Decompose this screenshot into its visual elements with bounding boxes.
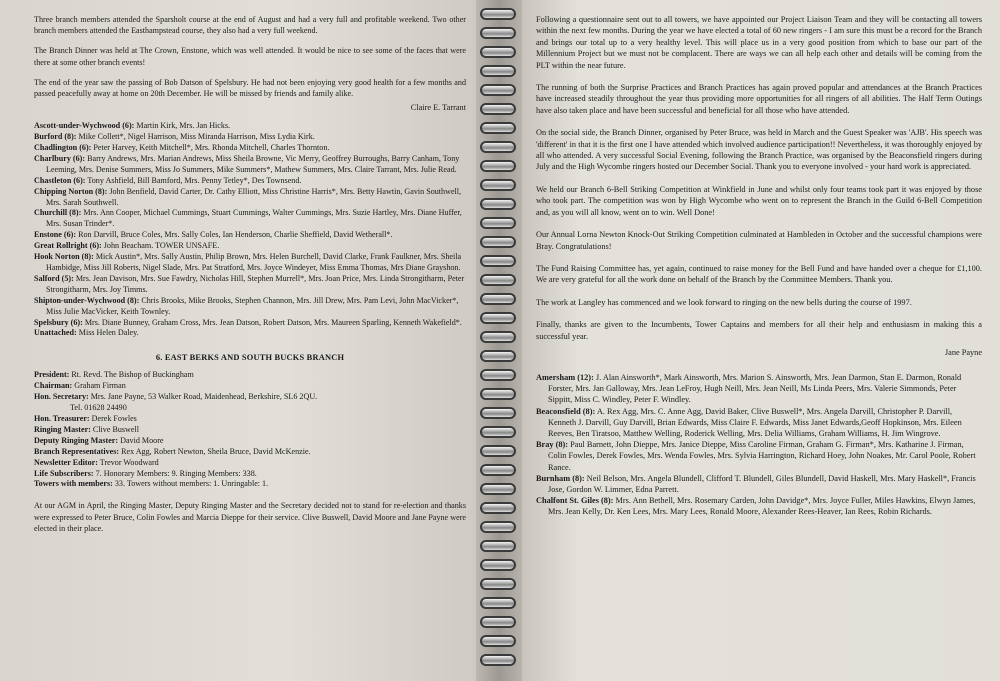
officer-value: Tel. 01628 24490 xyxy=(70,403,127,413)
ring-icon xyxy=(480,122,518,136)
tower-name: Amersham (12): xyxy=(536,372,594,382)
tower-entry xyxy=(34,208,466,230)
tower-entry xyxy=(34,121,466,132)
tower-entry xyxy=(34,318,466,329)
left-page xyxy=(0,0,476,681)
paragraph: Three branch members attended the Sparsholt course at the end of August and had a very full and profitable weekend. Two other branch members attended the Easthampstead course, they also had a very full weekend. xyxy=(34,15,466,36)
ring-icon xyxy=(480,198,518,212)
tower-members: J. Alan Ainsworth*, Mark Ainsworth, Mrs. Marion S. Ainsworth, Mrs. Jean Darmon, Stan E. Darmon, Ronald Forster, Mrs. Jan Galloway, Mrs. Jean LeFroy, Hugh Neill, Mrs. Jean Neill, Ms Linda Peers, Mrs. Valerie Simmonds, Peter Sippitt, Miss C. Windley, Peter F. Windley. xyxy=(548,372,962,405)
tower-members: John Beacham. TOWER UNSAFE. xyxy=(103,241,220,251)
officer-role: Newsletter Editor: xyxy=(34,457,98,467)
officer-entry xyxy=(34,447,466,458)
tower-entry xyxy=(34,132,466,143)
tower-name: Great Rollright (6): xyxy=(34,241,102,251)
officer-role: Hon. Treasurer: xyxy=(34,413,90,423)
ring-icon xyxy=(480,255,518,269)
tower-name: Spelsbury (6): xyxy=(34,317,83,327)
officer-role: Branch Representatives: xyxy=(34,446,120,456)
paragraph: Finally, thanks are given to the Incumbents, Tower Captains and members for all their help and enthusiasm in making this a successful year. xyxy=(536,320,982,341)
ring-icon xyxy=(480,350,518,364)
officer-role: Chairman: xyxy=(34,381,73,391)
signature: Jane Payne xyxy=(944,347,982,357)
paragraph: On the social side, the Branch Dinner, organised by Peter Bruce, was held in March and the Guest Speaker was 'AJB'. His speech was 'different' in that it is the first one I have attended which involved audience participation!! Nevertheless, it was thoroughly enjoyed by all who attended. A very successful Social Evening, following the Branch Practice, was organised by the Beaconsfield ringers during July and the High Wycombe ringers hosted our December Social. Thank you to everyone involved - your hard work is appreciated. xyxy=(536,128,982,172)
officer-value: 33. Towers without members: 1. Unringable: 1. xyxy=(114,479,269,489)
tower-members: Peter Harvey, Keith Mitchell*, Mrs. Rhonda Mitchell, Charles Thornton. xyxy=(93,143,330,153)
ring-icon xyxy=(480,331,518,345)
officer-role: Ringing Master: xyxy=(34,424,91,434)
officer-role: Towers with members: xyxy=(34,479,113,489)
ring-icon xyxy=(480,217,518,231)
tower-members: John Benfield, David Carter, Dr. Cathy Elliott, Miss Christine Harris*, Mrs. Betty Hawtin, Gavin Southwell, Mrs. Sarah Southwell. xyxy=(46,186,462,207)
paragraph: Following a questionnaire sent out to all towers, we have appointed our Project Liaison Team and they will be contacting all towers within the next few months. During the year we have elected a total of 60 new ringers - I am sure this must be a record for the Branch and brings our total up to a very healthy level. This will place us in a very good position from which to base our part of the Millennium Project but we must not be complacent. There are ways we can all help each other and details will be coming from the PLT within the near future. xyxy=(536,15,982,70)
tower-name: Shipton-under-Wychwood (8): xyxy=(34,295,140,305)
ring-icon xyxy=(480,27,518,41)
ring-icon xyxy=(480,502,518,516)
tower-members: Miss Helen Daley. xyxy=(78,328,139,338)
ring-icon xyxy=(480,8,518,22)
tower-members: Barry Andrews, Mrs. Marian Andrews, Miss Sheila Browne, Vic Merry, Geoffrey Burroughs, Barry Canham, Tony Leeming, Mrs. Denise Summers, Miss Jo Summers, Mike Summers*, Mathew Summers, Mrs. Claire Tarrant, Mrs. Julie Read. xyxy=(46,153,460,174)
ring-icon xyxy=(480,369,518,383)
tower-members: Paul Barnett, John Dieppe, Mrs. Janice Dieppe, Miss Caroline Firman, Graham G. Firman*, Mrs. Katharine J. Firman, Colin Fowles, Derek Fowles, Mrs. Wenda Fowles, Mrs. Sylvia Harrington, Richard Hoey, John Noakes, Mr. Carol Poole, Robert Rance. xyxy=(548,440,976,472)
officer-entry xyxy=(34,381,466,392)
officer-entry xyxy=(34,370,466,381)
officer-list xyxy=(34,370,466,490)
tower-entry xyxy=(34,241,466,252)
tower-name: Churchill (8): xyxy=(34,208,82,218)
tower-entry xyxy=(34,230,466,241)
tower-entry xyxy=(34,187,466,209)
ring-icon xyxy=(480,426,518,440)
tower-list xyxy=(536,372,982,518)
tower-entry xyxy=(34,143,466,154)
tower-members: Mrs. Jean Davison, Mrs. Sue Fawdry, Nicholas Hill, Stephen Murrell*, Mrs. Joan Price, Mrs. Linda Strongitharm, Peter Strongitharm, Mrs. Joy Timms. xyxy=(46,273,465,294)
tower-members: Mrs. Diane Bunney, Graham Cross, Mrs. Jean Datson, Robert Datson, Mrs. Maureen Sparling, Kenneth Wakefield*. xyxy=(84,317,462,327)
tower-name: Enstone (6): xyxy=(34,230,77,240)
tower-entry xyxy=(34,176,466,187)
tower-members: Ron Darvill, Bruce Coles, Mrs. Sally Coles, Ian Henderson, Charlie Sheffield, David Wetherall*. xyxy=(78,230,393,240)
tower-entry xyxy=(34,252,466,274)
tower-members: Chris Brooks, Mike Brooks, Stephen Channon, Mrs. Jill Drew, Mrs. Pam Levi, John MacVicker*, Miss Julie MacVicker, Keith Townley. xyxy=(46,295,459,316)
officer-role: Deputy Ringing Master: xyxy=(34,435,119,445)
officer-entry xyxy=(34,458,466,469)
ring-icon xyxy=(480,654,518,668)
paragraph: Our Annual Lorna Newton Knock-Out Striking Competition culminated at Hambleden in October and the successful champions were Bray. Congratulations! xyxy=(536,230,982,251)
tower-entry xyxy=(34,328,466,339)
officer-entry xyxy=(34,403,466,414)
tower-members: Mrs. Ann Cooper, Michael Cummings, Stuart Cummings, Walter Cummings, Mrs. Suzie Hartley, Mrs. Diane Huffer, Mrs. Susan Trinder*. xyxy=(46,208,462,229)
tower-members: Mick Austin*, Mrs. Sally Austin, Philip Brown, Mrs. Helen Burchell, David Clarke, Frank Faulkner, Mrs. Sheila Hambidge, Miss Jill Roberts, Nigel Slade, Mrs. Pat Stratford, Mrs. Joyce Windeyer, Miss Emma Thomas, Mrs Diane Grayshon. xyxy=(46,252,462,272)
officer-value: Trevor Woodward xyxy=(99,457,159,467)
officer-role: Hon. Secretary: xyxy=(34,392,89,402)
ring-icon xyxy=(480,597,518,611)
ring-icon xyxy=(480,65,518,79)
tower-name: Chalfont St. Giles (8): xyxy=(536,496,614,506)
officer-value: Derek Fowles xyxy=(91,413,137,423)
officer-entry xyxy=(34,414,466,425)
paragraph: The running of both the Surprise Practices and Branch Practices has again proved popular and attendances at the Branch Practices have increased steadily throughout the year thus providing more opportunities for all ringers of all abilities. The Half Term Outings have also taken place and have been successful and beneficial for all those who have attended. xyxy=(536,83,982,115)
ring-icon xyxy=(480,141,518,155)
ring-icon xyxy=(480,445,518,459)
tower-name: Bray (8): xyxy=(536,440,569,450)
ring-icon xyxy=(480,407,518,421)
paragraph: The work at Langley has commenced and we look forward to ringing on the new bells during the course of 1997. xyxy=(536,297,912,307)
officer-value: Rt. Revd. The Bishop of Buckingham xyxy=(71,370,194,380)
ring-icon xyxy=(480,616,518,630)
tower-members: Tony Ashfield, Bill Bamford, Mrs. Penny Tetley*, Des Townsend. xyxy=(87,175,302,185)
paragraph: We held our Branch 6-Bell Striking Competition at Winkfield in June and whilst only four teams took part it was enjoyed by those who took part. The competition was won by High Wycombe who went on to represent the Branch in the Guild 6-Bell Competition and, as you will all know, went on to win. Well Done! xyxy=(536,184,982,217)
tower-entry xyxy=(34,296,466,318)
officer-value: Graham Firman xyxy=(74,381,126,391)
right-page xyxy=(522,0,1000,681)
spiral-binding xyxy=(476,0,522,681)
ring-icon xyxy=(480,559,518,573)
ring-icon xyxy=(480,179,518,193)
officer-entry xyxy=(34,392,466,403)
section-heading: 6. EAST BERKS AND SOUTH BUCKS BRANCH xyxy=(155,353,345,363)
signature: Claire E. Tarrant xyxy=(410,103,466,113)
tower-name: Chastleton (6): xyxy=(34,175,86,185)
officer-entry xyxy=(34,479,466,490)
officer-value: Clive Buswell xyxy=(92,424,139,434)
officer-value: David Moore xyxy=(120,435,164,445)
ring-icon xyxy=(480,540,518,554)
tower-name: Salford (5): xyxy=(34,273,74,283)
officer-value: 7. Honorary Members: 9. Ringing Members: 338. xyxy=(95,468,257,478)
officer-entry xyxy=(34,469,466,480)
ring-icon xyxy=(480,293,518,307)
officer-entry xyxy=(34,436,466,447)
tower-name: Charlbury (6): xyxy=(34,153,86,163)
tower-members: Martin Kirk, Mrs. Jan Hicks. xyxy=(136,121,231,131)
paragraph: The end of the year saw the passing of Bob Datson of Spelsbury. He had not been enjoying very good health for a few months and passed peacefully away at home on 20th December. He will be missed by friends and family alike. xyxy=(34,77,466,99)
tower-members: Mike Collett*, Nigel Harrison, Miss Miranda Harrison, Miss Lydia Kirk. xyxy=(78,132,315,142)
tower-members: Neil Belson, Mrs. Angela Blundell, Clifford T. Blundell, Giles Blundell, David Haskell, Mrs. Mary Haskell*, Francis Jose, Gordon W. Limmer, Edna Parrett. xyxy=(548,473,976,494)
paragraph: The Fund Raising Committee has, yet again, continued to raise money for the Bell Fund and have handed over a cheque for £1,100. We are very grateful for all the work done on behalf of the Branch by the Committee Members. Thank you. xyxy=(536,263,982,285)
ring-icon xyxy=(480,521,518,535)
ring-icon xyxy=(480,312,518,326)
paragraph: At our AGM in April, the Ringing Master, Deputy Ringing Master and the Secretary decided not to stand for re-election and thanks were expressed to Peter Bruce, Colin Fowles and Marcia Dieppe for their service. Clive Buswell, David Moore and Jane Payne were elected in their place. xyxy=(34,501,466,533)
ring-icon xyxy=(480,46,518,60)
paragraph: The Branch Dinner was held at The Crown, Enstone, which was well attended. It would be nice to see some of the faces that were there at some other branch events! xyxy=(34,46,466,67)
ring-icon xyxy=(480,388,518,402)
tower-list xyxy=(34,121,466,339)
tower-entry xyxy=(34,154,466,176)
tower-name: Burnham (8): xyxy=(536,473,585,483)
tower-name: Chipping Norton (8): xyxy=(34,186,108,196)
tower-members: A. Rex Agg, Mrs. C. Anne Agg, David Baker, Clive Buswell*, Mrs. Angela Darvill, Christopher P. Darvill, Kenneth J. Darvill, Guy Darvill, Brian Edwards, Miss Claire F. Edwards, Miss Janet Edwards,Geoff Hopkinson, Mrs. Eileen Reeves, Ben Tiratsoo, Matthew Welling, Roderick Welling, Mrs. Delia Williams, Graham Williams, H. Jim Wingrove. xyxy=(548,406,962,438)
ring-icon xyxy=(480,635,518,649)
officer-value: Rex Agg, Robert Newton, Sheila Bruce, David McKenzie. xyxy=(121,446,311,456)
ring-icon xyxy=(480,160,518,174)
ring-icon xyxy=(480,236,518,250)
tower-name: Burford (8): xyxy=(34,132,77,142)
ring-icon xyxy=(480,84,518,98)
tower-entry xyxy=(536,372,982,406)
tower-name: Chadlington (6): xyxy=(34,143,92,153)
ring-icon xyxy=(480,274,518,288)
tower-entry xyxy=(34,274,466,296)
tower-name: Hook Norton (8): xyxy=(34,252,94,262)
tower-entry xyxy=(536,439,982,473)
officer-role: President: xyxy=(34,370,70,380)
tower-entry xyxy=(536,495,982,517)
ring-icon xyxy=(480,103,518,117)
ring-icon xyxy=(480,483,518,497)
officer-role: Life Subscribers: xyxy=(34,468,94,478)
officer-entry xyxy=(34,425,466,436)
tower-entry xyxy=(536,406,982,440)
ring-icon xyxy=(480,464,518,478)
tower-name: Beaconsfield (8): xyxy=(536,406,596,416)
tower-entry xyxy=(536,473,982,495)
tower-name: Unattached: xyxy=(34,328,77,338)
tower-members: Mrs. Ann Bethell, Mrs. Rosemary Carden, John Davidge*, Mrs. Joyce Fuller, Miles Hawkins, Elwyn James, Mrs. Jean Kelly, Dr. Ken Lees, Mrs. Mary Lees, Ronald Moore, Alexander Rees-Heaver, Ian Rees, Robin Richards. xyxy=(548,496,976,517)
officer-value: Mrs. Jane Payne, 53 Walker Road, Maidenhead, Berkshire, SL6 2QU. xyxy=(90,392,318,402)
tower-name: Ascott-under-Wychwood (6): xyxy=(34,121,135,131)
ring-icon xyxy=(480,578,518,592)
